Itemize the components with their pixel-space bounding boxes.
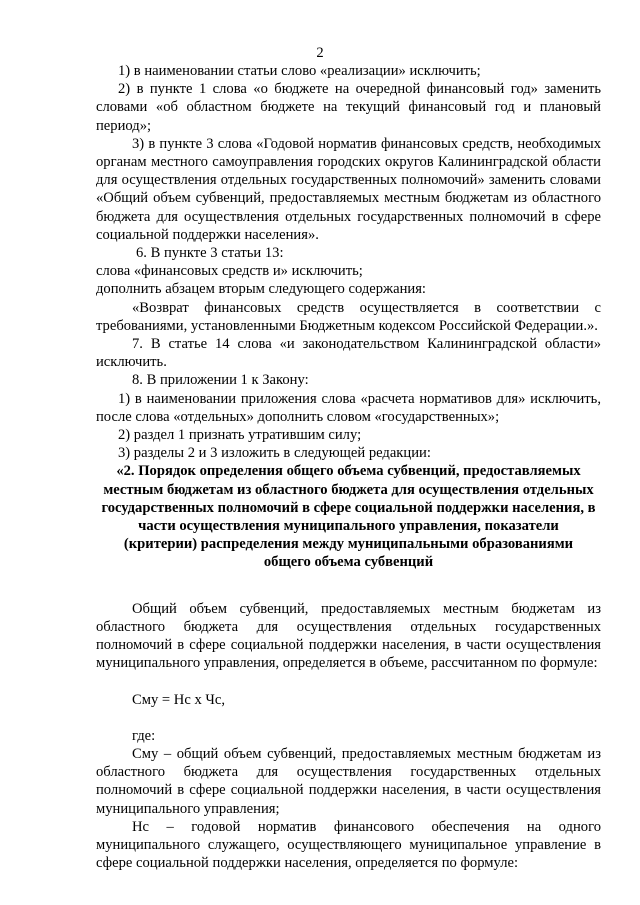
paragraph-appendix-item-2: 2) раздел 1 признать утратившим силу; bbox=[118, 427, 362, 444]
spacer bbox=[96, 709, 601, 727]
paragraph-item-2: 2) в пункте 1 слова «о бюджете на очередной финансовый год» заменить словами «об областном бюджете на текущий финансовый год и плановый период»; bbox=[96, 81, 601, 134]
paragraph-item-3: 3) в пункте 3 слова «Годовой норматив финансовых средств, необходимых органам местного самоуправления городских округов Калининградской области для осуществления отдельных государственных полномочий» заменить словами «Общий объем субвенций, предоставляемых местным бюджетам из областного бюджета для осуществления отдельных государственных полномочий в сфере социальной поддержки населения». bbox=[96, 135, 601, 243]
paragraph-article-13: 6. В пункте 3 статьи 13: bbox=[136, 245, 284, 262]
paragraph-appendix-1: 8. В приложении 1 к Закону: bbox=[132, 372, 309, 389]
document-body bbox=[96, 62, 601, 872]
formula: Сму = Нс х Чс, bbox=[132, 691, 226, 708]
paragraph-refund-quote: «Возврат финансовых средств осуществляется в соответствии с требованиями, установленными Бюджетным кодексом Российской Федерации.». bbox=[96, 299, 601, 334]
paragraph-item-1: 1) в наименовании статьи слово «реализации» исключить; bbox=[118, 63, 481, 79]
paragraph-total-subvention: Общий объем субвенций, предоставляемых местным бюджетам из областного бюджета для осуществления отдельных государственных полномочий в сфере социальной поддержки населения, в части осуществления муниципального управления, определяется в объеме, рассчитанном по формуле: bbox=[96, 600, 601, 672]
where-label: где: bbox=[132, 727, 156, 744]
paragraph-appendix-item-1: 1) в наименовании приложения слова «расчета нормативов для» исключить, после слова «отдельных» дополнить словом «государственных»; bbox=[96, 390, 601, 425]
paragraph-appendix-item-3: 3) разделы 2 и 3 изложить в следующей редакции: bbox=[118, 445, 431, 462]
paragraph-smu-definition: Сму – общий объем субвенций, предоставляемых местным бюджетам из областного бюджета для осуществления государственных отдельных полномочий в сфере социальной поддержки населения, в части осуществления муниципального управления; bbox=[96, 745, 601, 817]
spacer bbox=[96, 572, 601, 600]
paragraph-words-excluded: слова «финансовых средств и» исключить; bbox=[96, 263, 363, 280]
page-number: 2 bbox=[316, 45, 324, 61]
paragraph-ns-definition: Нс – годовой норматив финансового обеспечения на одного муниципального служащего, осуществляющего муниципальное управление в сфере социальной поддержки населения, определяется по формуле: bbox=[96, 818, 601, 872]
paragraph-article-14: 7. В статье 14 слова «и законодательством Калининградской области» исключить. bbox=[96, 336, 601, 371]
paragraph-add-second: дополнить абзацем вторым следующего содержания: bbox=[96, 281, 426, 298]
spacer bbox=[96, 673, 601, 691]
section-heading: «2. Порядок определения общего объема субвенций, предоставляемых местным бюджетам из областного бюджета для осуществления отдельных государственных полномочий в сфере социальной поддержки населения, в части осуществления муниципального управления, показатели (критерии) распределения между муниципальными образованиями общего объема субвенций bbox=[101, 463, 596, 571]
